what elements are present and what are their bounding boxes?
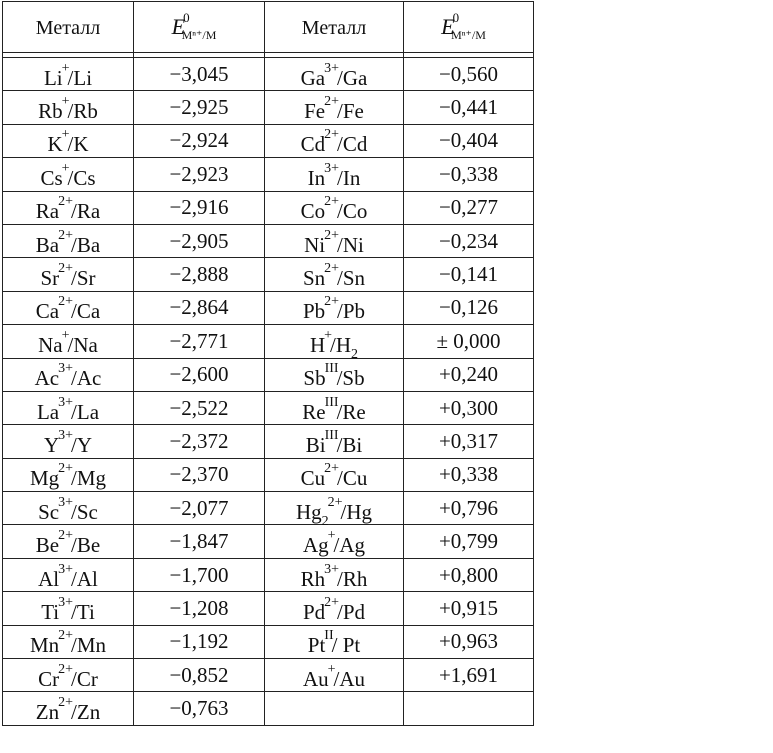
table-row [3, 391, 534, 424]
metal-couple-left: K+/K [3, 124, 134, 157]
metal-couple-right: Ag+/Ag [265, 525, 404, 558]
metal-couple-right: $Bi^{III}/Bi$ [265, 425, 404, 458]
potential-value-right: −0,141 [404, 258, 534, 291]
potential-value-left: −2,864 [134, 291, 265, 324]
potential-value-right: +0,796 [404, 492, 534, 525]
metal-couple-right: $Cd^{2+}/Cd$ [265, 124, 404, 157]
metal-couple-right: $Pt^{II}/$ Pt [265, 625, 404, 658]
table-row [3, 124, 534, 157]
table-row [3, 191, 534, 224]
potential-value-right: −0,338 [404, 158, 534, 191]
potential-value-right: −0,234 [404, 224, 534, 257]
table-row [3, 291, 534, 324]
potential-value-left: −2,916 [134, 191, 265, 224]
metal-couple-left: $Ti^{3+}/Ti$ [3, 592, 134, 625]
table-row [3, 592, 534, 625]
metal-couple-left: $Cr^{2+}/Cr$ [3, 659, 134, 692]
potential-value-left: −2,925 [134, 91, 265, 124]
potential-value-left: −2,924 [134, 124, 265, 157]
metal-couple-left: $La^{3+}/La$ [3, 391, 134, 424]
potential-value-right: +0,799 [404, 525, 534, 558]
potential-value-left: −2,077 [134, 492, 265, 525]
potential-value-left: −1,847 [134, 525, 265, 558]
potential-value-left: −1,192 [134, 625, 265, 658]
potential-value-left: −2,905 [134, 224, 265, 257]
metal-couple-left: $Y^{3+}/Y$ [3, 425, 134, 458]
table-row [3, 458, 534, 491]
potential-value-right: +0,963 [404, 625, 534, 658]
metal-couple-right: $Ga^{3+}/Ga$ [265, 58, 404, 91]
table-row [3, 224, 534, 257]
table-row [3, 91, 534, 124]
header-metal-left: Металл [3, 2, 134, 53]
metal-couple-left: $Ac^{3+}/Ac$ [3, 358, 134, 391]
metal-couple-right: $H^+/H_2$ [265, 325, 404, 358]
potential-value-right: ± 0,000 [404, 325, 534, 358]
table-row [3, 525, 534, 558]
metal-couple-left: $Ca^{2+}/Ca$ [3, 291, 134, 324]
metal-couple-right: $In^{3+}/In$ [265, 158, 404, 191]
potential-value-right: +0,317 [404, 425, 534, 458]
potential-value-left: −2,600 [134, 358, 265, 391]
potential-value-right: +0,915 [404, 592, 534, 625]
table-row [3, 692, 534, 725]
potential-value-right: +1,691 [404, 659, 534, 692]
metal-couple-left: Na+/Na [3, 325, 134, 358]
potential-value-right: +0,800 [404, 558, 534, 591]
metal-couple-left: $Sr^{2+}/Sr$ [3, 258, 134, 291]
metal-couple-right: $Pb^{2+}/Pb$ [265, 291, 404, 324]
table-row [3, 425, 534, 458]
potential-value-left: −2,372 [134, 425, 265, 458]
table-row [3, 158, 534, 191]
potential-value-right [404, 692, 534, 725]
metal-couple-right: $Cu^{2+}/Cu$ [265, 458, 404, 491]
metal-couple-left: $Mg^{2+}/Mg$ [3, 458, 134, 491]
table-row [3, 258, 534, 291]
potential-value-right: +0,300 [404, 391, 534, 424]
table-row [3, 325, 534, 358]
metal-couple-right: $Ni^{2+}/Ni$ [265, 224, 404, 257]
potential-value-right: −0,277 [404, 191, 534, 224]
metal-couple-left: Rb+/Rb [3, 91, 134, 124]
potential-value-right: −0,126 [404, 291, 534, 324]
metal-couple-right [265, 692, 404, 725]
potential-value-left: −2,522 [134, 391, 265, 424]
potential-value-left: −2,888 [134, 258, 265, 291]
potential-value-right: +0,338 [404, 458, 534, 491]
metal-couple-left: $Al^{3+}/Al$ [3, 558, 134, 591]
potential-value-left: −3,045 [134, 58, 265, 91]
metal-couple-left: $Ba^{2+}/Ba$ [3, 224, 134, 257]
header-potential-right: $E^0_{M^{n+}/M}$ [404, 2, 534, 53]
table-row [3, 558, 534, 591]
header-potential-left: $E^0_{M^{n+}/M}$ [134, 2, 265, 53]
potential-value-right: +0,240 [404, 358, 534, 391]
metal-couple-left: Li+/Li [3, 58, 134, 91]
potential-value-left: −2,923 [134, 158, 265, 191]
table-row [3, 625, 534, 658]
potential-value-right: −0,441 [404, 91, 534, 124]
potential-value-right: −0,560 [404, 58, 534, 91]
metal-couple-right: $Rh^{3+}/Rh$ [265, 558, 404, 591]
potential-value-left: −2,370 [134, 458, 265, 491]
potential-value-left: −1,208 [134, 592, 265, 625]
metal-couple-right: $Co^{2+}/Co$ [265, 191, 404, 224]
metal-couple-left: $Sc^{3+}/Sc$ [3, 492, 134, 525]
table-row [3, 58, 534, 91]
metal-couple-left: $Ra^{2+}/Ra$ [3, 191, 134, 224]
metal-couple-left: Cs+/Cs [3, 158, 134, 191]
header-metal-right: Металл [265, 2, 404, 53]
metal-couple-right: $Pd^{2+}/Pd$ [265, 592, 404, 625]
table-row [3, 659, 534, 692]
metal-couple-right: $Re^{III}/Re$ [265, 391, 404, 424]
potential-value-right: −0,404 [404, 124, 534, 157]
metal-couple-right: Au+/Au [265, 659, 404, 692]
potential-value-left: −0,763 [134, 692, 265, 725]
potential-value-left: −2,771 [134, 325, 265, 358]
potential-value-left: −0,852 [134, 659, 265, 692]
metal-couple-right: $Sb^{III}/Sb$ [265, 358, 404, 391]
metal-couple-right: $Hg_2^{2+}/Hg$ [265, 492, 404, 525]
header-row [3, 2, 534, 53]
metal-couple-left: $Zn^{2+}/Zn$ [3, 692, 134, 725]
metal-couple-right: $Fe^{2+}/Fe$ [265, 91, 404, 124]
table-row [3, 358, 534, 391]
potential-value-left: −1,700 [134, 558, 265, 591]
metal-couple-right: $Sn^{2+}/Sn$ [265, 258, 404, 291]
table-row [3, 492, 534, 525]
metal-couple-left: $Be^{2+}/Be$ [3, 525, 134, 558]
metal-couple-left: $Mn^{2+}/Mn$ [3, 625, 134, 658]
standard-potentials-table [2, 1, 534, 726]
